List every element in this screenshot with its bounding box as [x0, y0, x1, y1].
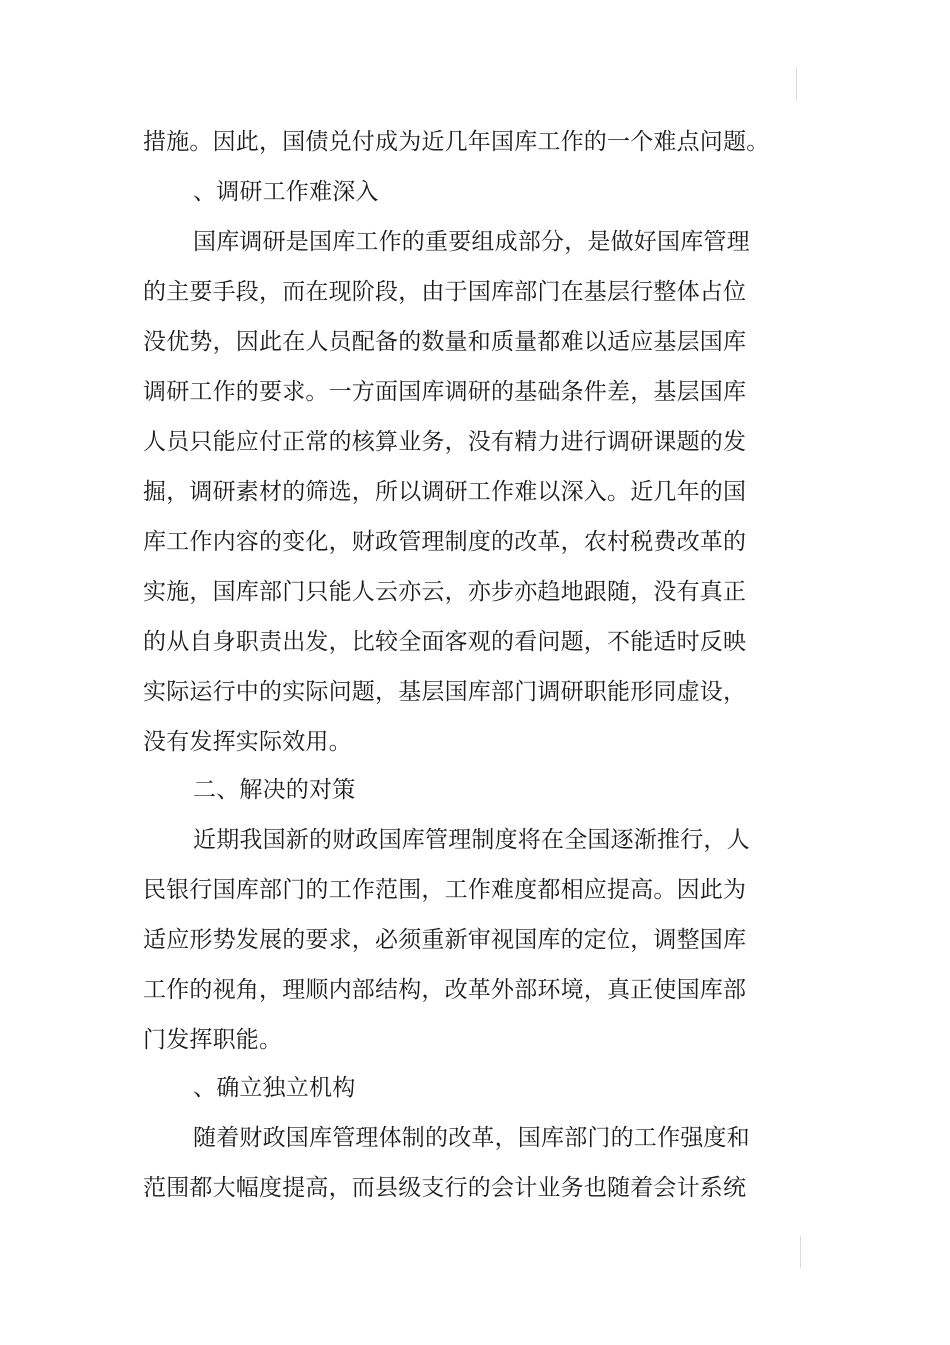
margin-mark-top	[796, 68, 797, 100]
text-line: 库工作内容的变化，财政管理制度的改革，农村税费改革的	[143, 529, 747, 555]
text-line: 适应形势发展的要求，必须重新审视国库的定位，调整国库	[143, 927, 747, 953]
text-line: 措施。因此，国债兑付成为近几年国库工作的一个难点问题。	[143, 129, 770, 155]
text-line: 掘，调研素材的筛选，所以调研工作难以深入。近几年的国	[143, 479, 747, 505]
text-line: 随着财政国库管理体制的改革，国库部门的工作强度和	[193, 1125, 750, 1151]
text-line: 工作的视角，理顺内部结构，改革外部环境，真正使国库部	[143, 977, 747, 1003]
text-line: 近期我国新的财政国库管理制度将在全国逐渐推行，人	[193, 827, 750, 853]
section-heading: 、确立独立机构	[193, 1075, 356, 1101]
text-line: 没有发挥实际效用。	[143, 729, 352, 755]
text-line: 范围都大幅度提高，而县级支行的会计业务也随着会计系统	[143, 1175, 747, 1201]
text-line: 实际运行中的实际问题，基层国库部门调研职能形同虚设，	[143, 679, 747, 705]
text-line: 没优势，因此在人员配备的数量和质量都难以适应基层国库	[143, 329, 747, 355]
text-line: 的主要手段，而在现阶段，由于国库部门在基层行整体占位	[143, 279, 747, 305]
margin-mark-bottom	[800, 1236, 801, 1268]
text-line: 的从自身职责出发，比较全面客观的看问题，不能适时反映	[143, 629, 747, 655]
text-line: 人员只能应付正常的核算业务，没有精力进行调研课题的发	[143, 429, 747, 455]
text-line: 国库调研是国库工作的重要组成部分，是做好国库管理	[193, 229, 750, 255]
text-line: 民银行国库部门的工作范围，工作难度都相应提高。因此为	[143, 877, 747, 903]
section-heading: 二、解决的对策	[193, 777, 356, 803]
text-line: 调研工作的要求。一方面国库调研的基础条件差，基层国库	[143, 379, 747, 405]
text-line: 实施，国库部门只能人云亦云，亦步亦趋地跟随，没有真正	[143, 579, 747, 605]
text-line: 门发挥职能。	[143, 1027, 283, 1053]
section-heading: 、调研工作难深入	[193, 179, 379, 205]
